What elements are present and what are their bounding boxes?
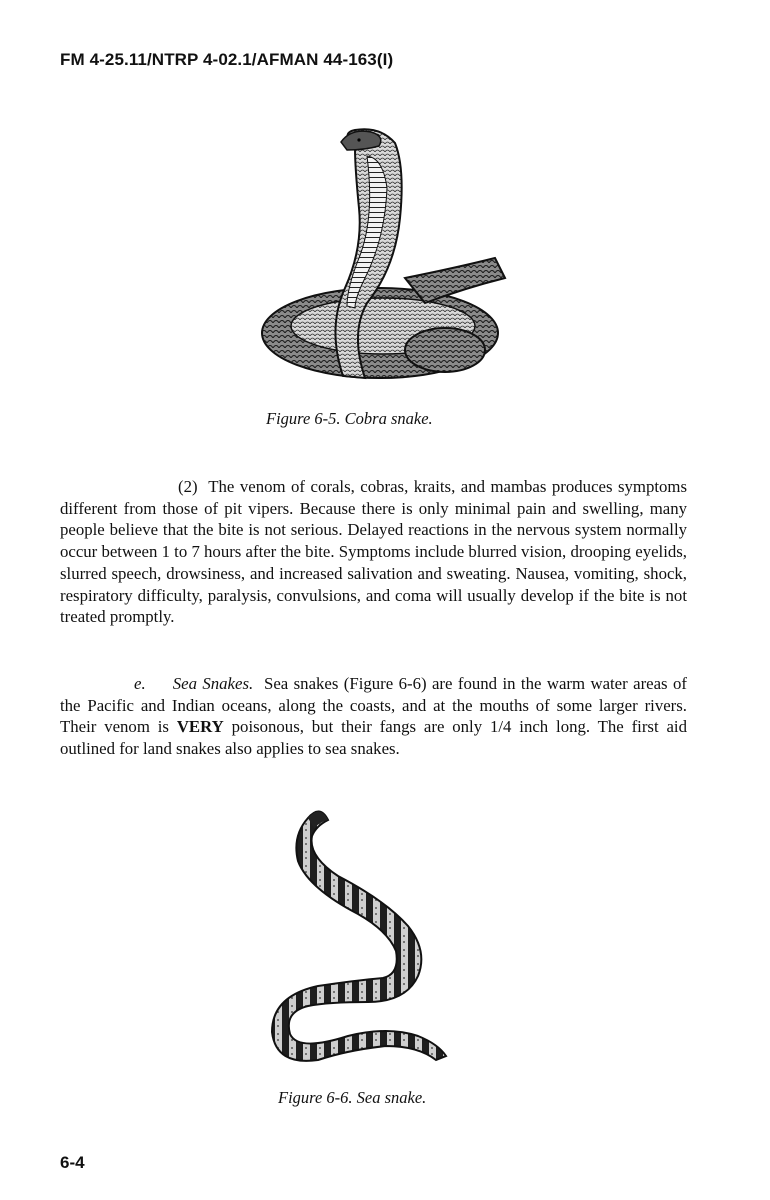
page-number: 6-4 <box>60 1153 85 1172</box>
paragraph-body: The venom of corals, cobras, kraits, and mambas produces symptoms different from those of pit vipers. Because there is only minimal pain and swelling, many people believe that the bite is not serious. Delayed reactions in the nervous system normally occur between 1 to 7 hours after the bite. Symptoms include blurred vision, drooping eyelids, slurred speech, drowsiness, and increased salivation and sweating. Nausea, vomiting, shock, respiratory difficulty, paralysis, convulsions, and coma will usually develop if the bite is not treated promptly. <box>60 477 687 627</box>
emphasis-word: VERY <box>176 717 224 737</box>
paragraph-body-start: Sea snakes (Figure 6-6) are found in the warm water areas of the Pacific and Indian oceans, along the coasts, and at the mouths of some larger rivers. Their venom is <box>60 674 687 737</box>
document-header: FM 4-25.11/NTRP 4-02.1/AFMAN 44-163(I) <box>60 50 394 69</box>
cobra-figure <box>255 128 511 388</box>
sea-snake-figure <box>268 806 458 1062</box>
figure-caption-cobra: Figure 6-5. Cobra snake. <box>266 409 433 428</box>
sea-snake-illustration-icon <box>268 806 458 1062</box>
paragraph-body-end: poisonous, but their fangs are only 1/4 inch long. The first aid outlined for land snakes also applies to sea snakes. <box>60 717 687 759</box>
cobra-illustration-icon <box>255 128 511 388</box>
paragraph-venom-symptoms <box>60 476 687 628</box>
paragraph-letter: e. <box>134 674 146 693</box>
paragraph-heading: Sea Snakes. <box>172 674 254 693</box>
paragraph-sea-snakes <box>60 673 687 760</box>
paragraph-number: (2) <box>178 477 198 496</box>
figure-caption-sea-snake: Figure 6-6. Sea snake. <box>278 1088 427 1107</box>
